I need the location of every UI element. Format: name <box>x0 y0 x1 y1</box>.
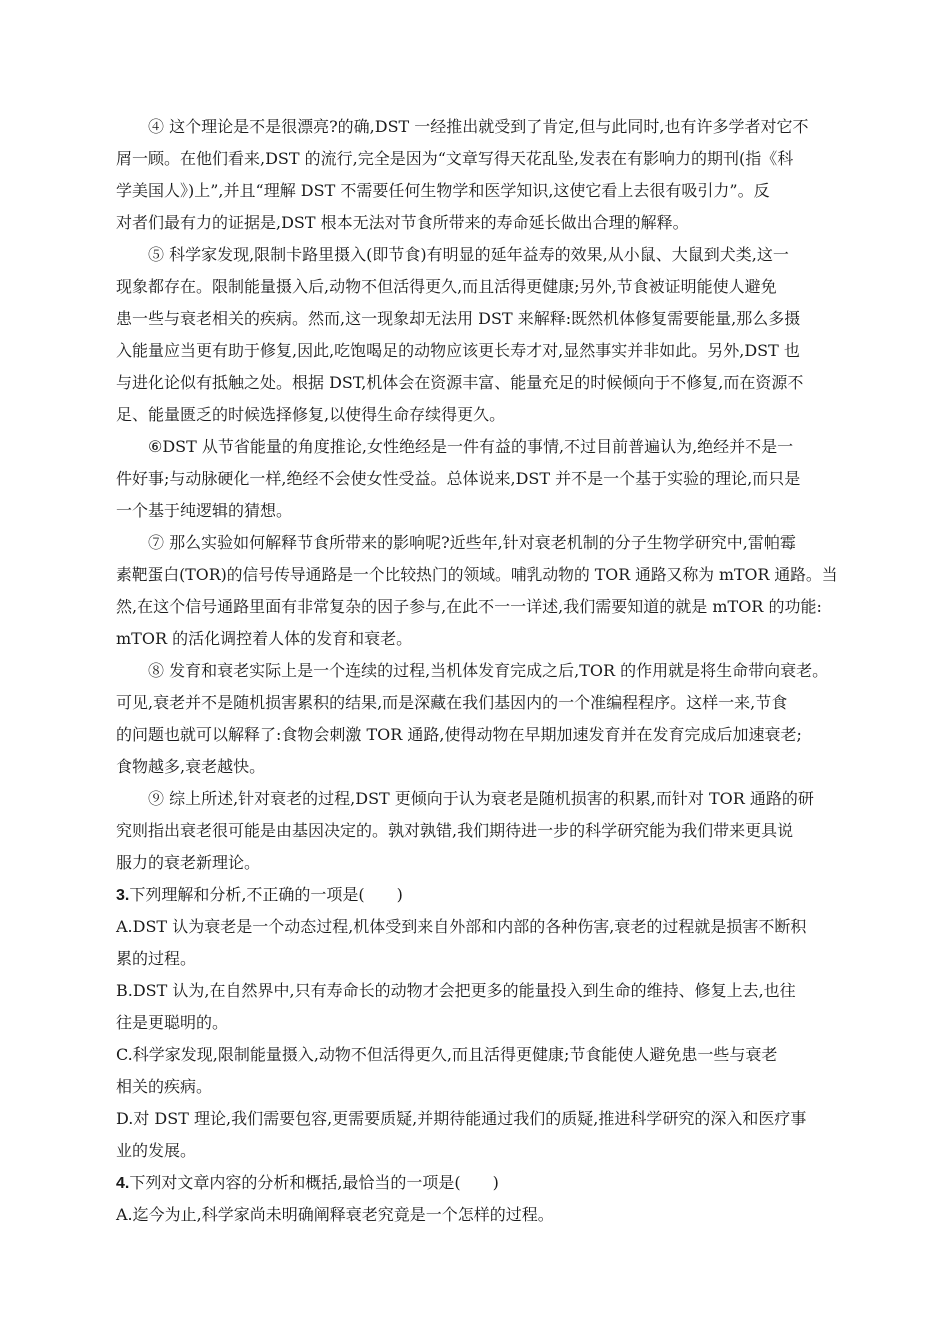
option-a: A.DST 认为衰老是一个动态过程,机体受到来自外部和内部的各种伤害,衰老的过程就是损害不断积 <box>116 917 807 936</box>
text-line: 的问题也就可以解释了:食物会刺激 TOR 通路,使得动物在早期加速发育并在发育完成后加速衰老; <box>116 725 802 744</box>
text-line: ⑤ 科学家发现,限制卡路里摄入(即节食)有明显的延年益寿的效果,从小鼠、大鼠到犬类,这一 <box>148 245 789 264</box>
question-stem <box>116 885 403 906</box>
text-line: 现象都存在。限制能量摄入后,动物不但活得更久,而且活得更健康;另外,节食被证明能使人避免 <box>116 277 777 296</box>
text-line: 屑一顾。在他们看来,DST 的流行,完全是因为“文章写得天花乱坠,发表在有影响力的期刊(指《科 <box>116 149 794 168</box>
text-line: 服力的衰老新理论。 <box>116 853 261 872</box>
text-line: 与进化论似有抵触之处。根据 DST,机体会在资源丰富、能量充足的时候倾向于不修复,而在资源不 <box>116 373 804 392</box>
text-line: ④ 这个理论是不是很漂亮?的确,DST 一经推出就受到了肯定,但与此同时,也有许多学者对它不 <box>148 117 809 136</box>
question-text: 下列对文章内容的分析和概括,最恰当的一项是( ) <box>129 1173 499 1192</box>
option-d-cont: 业的发展。 <box>116 1141 197 1160</box>
text-line: mTOR 的活化调控着人体的发育和衰老。 <box>116 629 413 648</box>
text-line: 素靶蛋白(TOR)的信号传导通路是一个比较热门的领域。哺乳动物的 TOR 通路又称为 mTOR 通路。当 <box>116 565 838 584</box>
text-line: 入能量应当更有助于修复,因此,吃饱喝足的动物应该更长寿才对,显然事实并非如此。另外,DST 也 <box>116 341 800 360</box>
option-c-cont: 相关的疾病。 <box>116 1077 213 1096</box>
text-line: 可见,衰老并不是随机损害累积的结果,而是深藏在我们基因内的一个准编程程序。这样一来,节食 <box>116 693 788 712</box>
option-b: B.DST 认为,在自然界中,只有寿命长的动物才会把更多的能量投入到生命的维持、修复上去,也往 <box>116 981 796 1000</box>
option-a: A.迄今为止,科学家尚未明确阐释衰老究竟是一个怎样的过程。 <box>116 1205 554 1224</box>
option-b-cont: 往是更聪明的。 <box>116 1013 229 1032</box>
text-line: 学美国人》)上”,并且“理解 DST 不需要任何生物学和医学知识,这使它看上去很有吸引力”。反 <box>116 181 770 200</box>
question-text: 下列理解和分析,不正确的一项是( ) <box>129 885 403 904</box>
text-line: 患一些与衰老相关的疾病。然而,这一现象却无法用 DST 来解释:既然机体修复需要能量,那么多摄 <box>116 309 801 328</box>
option-c: C.科学家发现,限制能量摄入,动物不但活得更久,而且活得更健康;节食能使人避免患一些与衰老 <box>116 1045 778 1064</box>
question-number: 3. <box>116 887 130 904</box>
text-line: 然,在这个信号通路里面有非常复杂的因子参与,在此不一一详述,我们需要知道的就是 mTOR 的功能: <box>116 597 822 616</box>
text-line: ⑥DST 从节省能量的角度推论,女性绝经是一件有益的事情,不过目前普遍认为,绝经并不是一 <box>148 437 794 456</box>
text-line: 究则指出衰老很可能是由基因决定的。孰对孰错,我们期待进一步的科学研究能为我们带来更具说 <box>116 821 794 840</box>
text-line: 食物越多,衰老越快。 <box>116 757 266 776</box>
text-line: ⑦ 那么实验如何解释节食所带来的影响呢?近些年,针对衰老机制的分子生物学研究中,雷帕霉 <box>148 533 796 552</box>
text-line: 对者们最有力的证据是,DST 根本无法对节食所带来的寿命延长做出合理的解释。 <box>116 213 689 232</box>
question-number: 4. <box>116 1175 130 1192</box>
option-a-cont: 累的过程。 <box>116 949 197 968</box>
text-line: ⑧ 发育和衰老实际上是一个连续的过程,当机体发育完成之后,TOR 的作用就是将生命带向衰老。 <box>148 661 829 680</box>
text-line: 足、能量匮乏的时候选择修复,以使得生命存续得更久。 <box>116 405 506 424</box>
text-line: ⑨ 综上所述,针对衰老的过程,DST 更倾向于认为衰老是随机损害的积累,而针对 TOR 通路的研 <box>148 789 814 808</box>
text-line: 件好事;与动脉硬化一样,绝经不会使女性受益。总体说来,DST 并不是一个基于实验的理论,而只是 <box>116 469 801 488</box>
question-stem <box>116 1173 499 1194</box>
option-d: D.对 DST 理论,我们需要包容,更需要质疑,并期待能通过我们的质疑,推进科学研究的深入和医疗事 <box>116 1109 807 1128</box>
text-line: 一个基于纯逻辑的猜想。 <box>116 501 293 520</box>
